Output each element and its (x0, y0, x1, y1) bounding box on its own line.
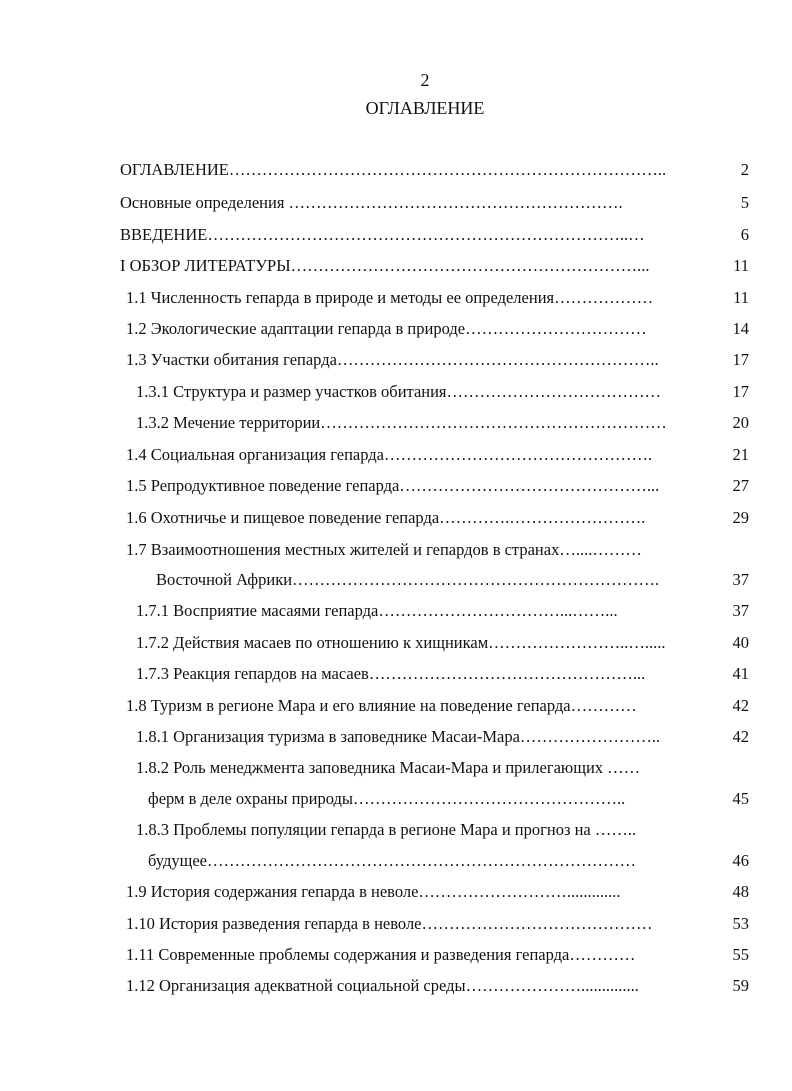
toc-entry-text: 1.7.1 Восприятие масаями гепарда……………………………...……... (136, 601, 618, 620)
toc-entry-page: 14 (732, 319, 749, 338)
toc-entry-text: ВВЕДЕНИЕ…………………………………………………………………..… (120, 225, 645, 244)
toc-entry-text: 1.2 Экологические адаптации гепарда в природе…………………………… (126, 319, 647, 338)
toc-entry-text: 1.8.2 Роль менеджмента заповедника Масаи-Мара и прилегающих …… (136, 758, 641, 777)
toc-entry-text: будущее…………………………………………………………………… (148, 851, 636, 870)
toc-row (0, 568, 792, 592)
toc-row (0, 849, 792, 873)
toc-entry-page: 17 (732, 350, 749, 369)
toc-entry-page: 59 (732, 976, 749, 995)
toc-row (0, 317, 792, 341)
toc-row (0, 254, 792, 278)
toc-entry-text: 1.3.2 Мечение территории……………………………………………………… (136, 413, 667, 432)
toc-entry-page: 20 (732, 413, 749, 432)
toc-entry-page: 5 (740, 193, 749, 212)
toc-row (0, 880, 792, 904)
toc-entry-page: 53 (732, 914, 749, 933)
toc-row (0, 631, 792, 655)
toc-row (0, 506, 792, 530)
toc-entry-text: 1.8.1 Организация туризма в заповеднике Масаи-Мара…………………….. (136, 727, 661, 746)
toc-entry-text: 1.9 История содержания гепарда в неволе………………………............. (126, 882, 621, 901)
toc-entry-page: 42 (732, 727, 749, 746)
toc-entry-text: 1.7 Взаимоотношения местных жителей и гепардов в странах…....……… (126, 540, 642, 559)
toc-entry-text: Восточной Африки…………………………………………………………. (156, 570, 660, 589)
toc-entry-page: 27 (732, 476, 749, 495)
toc-entry-page: 48 (732, 882, 749, 901)
toc-entry-text: 1.3.1 Структура и размер участков обитания………………………………… (136, 382, 662, 401)
toc-entry-page: 40 (732, 633, 749, 652)
page-number: 2 (420, 70, 430, 90)
toc-row (0, 380, 792, 404)
toc-entry-page: 42 (732, 696, 749, 715)
toc-row (0, 474, 792, 498)
toc-row (0, 912, 792, 936)
toc-entry-page: 11 (733, 256, 749, 275)
toc-entry-page: 11 (733, 288, 749, 307)
toc-entry-page: 17 (732, 382, 749, 401)
toc-entry-text: 1.7.2 Действия масаев по отношению к хищникам……………………..…..... (136, 633, 666, 652)
toc-row (0, 974, 792, 998)
toc-entry-page: 46 (732, 851, 749, 870)
toc-entry-text: 1.11 Современные проблемы содержания и разведения гепарда………… (126, 945, 636, 964)
toc-row (0, 348, 792, 372)
toc-row (0, 725, 792, 749)
toc-entry-page: 45 (732, 789, 749, 808)
toc-entry-text: ферм в деле охраны природы………………………………………….. (148, 789, 626, 808)
toc-row (0, 694, 792, 718)
toc-entry-text: 1.8 Туризм в регионе Мара и его влияние на поведение гепарда………… (126, 696, 637, 715)
toc-row (0, 191, 792, 215)
toc-entry-page: 29 (732, 508, 749, 527)
toc-entry-text: 1.5 Репродуктивное поведение гепарда………………………………………... (126, 476, 660, 495)
toc-row (0, 443, 792, 467)
toc-row (0, 411, 792, 435)
toc-entry-page: 2 (740, 160, 749, 179)
toc-entry-page: 6 (740, 225, 749, 244)
toc-row (0, 599, 792, 623)
toc-row (0, 818, 792, 842)
toc-entry-page: 37 (732, 570, 749, 589)
toc-entry-text: I ОБЗОР ЛИТЕРАТУРЫ………………………………………………………... (120, 256, 650, 275)
toc-entry-text: 1.6 Охотничье и пищевое поведение гепарда………….……………………. (126, 508, 646, 527)
toc-entry-page: 55 (732, 945, 749, 964)
toc-entry-text: 1.1 Численность гепарда в природе и методы ее определения……………… (126, 288, 654, 307)
toc-row (0, 943, 792, 967)
toc-entry-text: 1.10 История разведения гепарда в неволе…………………………………… (126, 914, 653, 933)
toc-row (0, 787, 792, 811)
toc-entry-text: 1.3 Участки обитания гепарда………………………………………………….. (126, 350, 659, 369)
toc-row (0, 286, 792, 310)
toc-entry-page: 21 (732, 445, 749, 464)
toc-row (0, 158, 792, 182)
toc-entry-text: 1.12 Организация адекватной социальной среды………………….............. (126, 976, 639, 995)
toc-entry-page: 41 (732, 664, 749, 683)
toc-entry-text: 1.4 Социальная организация гепарда…………………………………………. (126, 445, 653, 464)
toc-row (0, 662, 792, 686)
toc-row (0, 538, 792, 562)
toc-row (0, 223, 792, 247)
page-title: ОГЛАВЛЕНИЕ (365, 98, 485, 118)
toc-entry-text: Основные определения ……………………………………………………. (120, 193, 623, 212)
toc-entry-text: 1.8.3 Проблемы популяции гепарда в регионе Мара и прогноз на …….. (136, 820, 637, 839)
toc-entry-text: ОГЛАВЛЕНИЕ…………………………………………………………………….. (120, 160, 667, 179)
toc-entry-page: 37 (732, 601, 749, 620)
toc-row (0, 756, 792, 780)
toc-entry-text: 1.7.3 Реакция гепардов на масаев…………………………………………... (136, 664, 646, 683)
